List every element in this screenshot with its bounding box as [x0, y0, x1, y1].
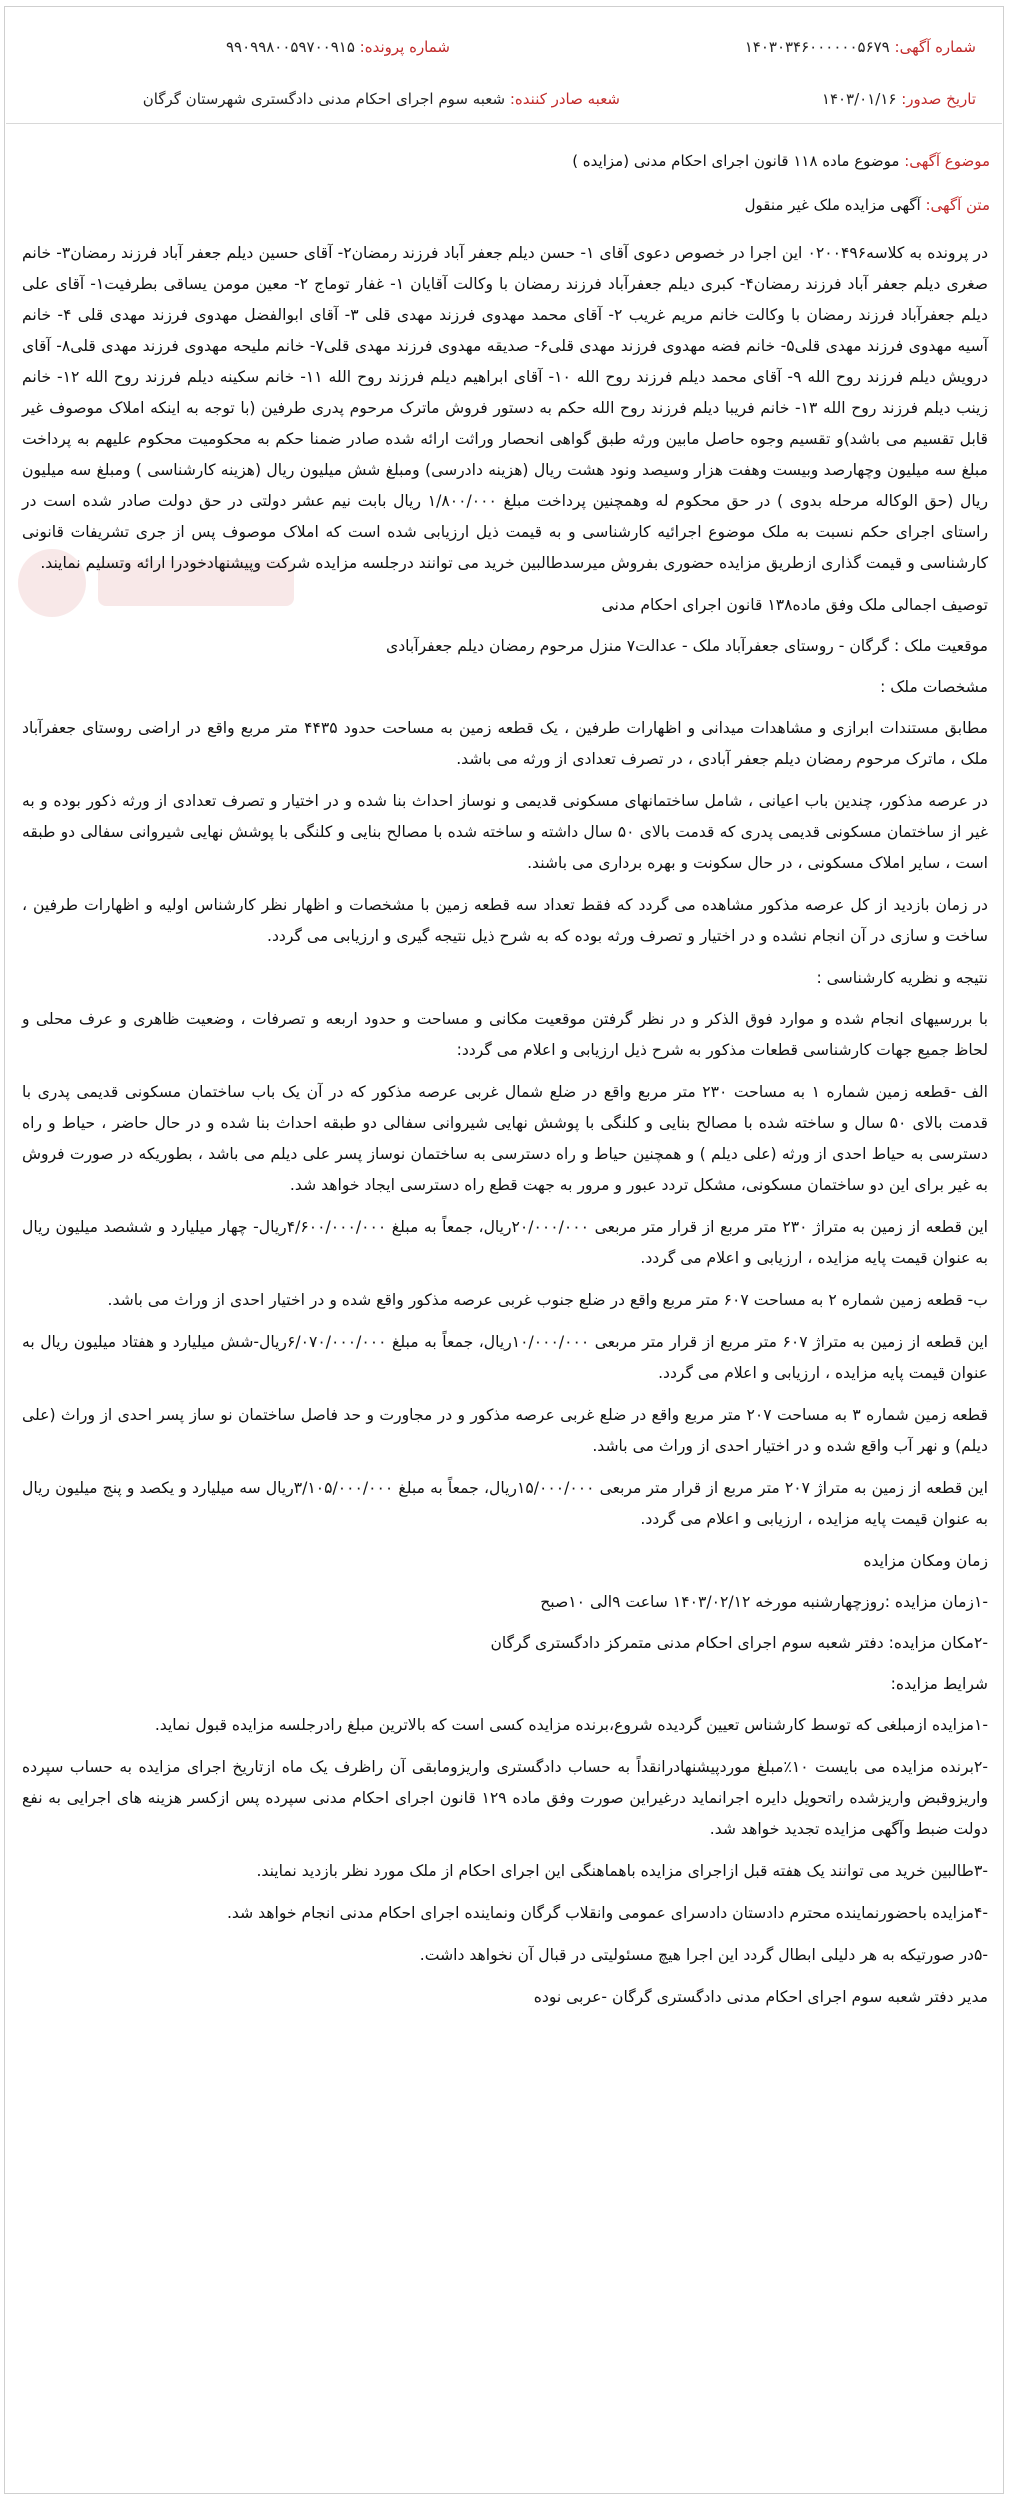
case-number-value: ۹۹۰۹۹۸۰۰۵۹۷۰۰۹۱۵: [225, 38, 355, 56]
issuer-value: شعبه سوم اجرای احکام مدنی دادگستری شهرستان گرگان: [142, 90, 506, 108]
paragraph-plot-1-price: این قطعه از زمین به متراژ ۲۳۰ متر مربع از قرار متر مربعی ۲۰/۰۰۰/۰۰۰ریال، جمعاً به مبلغ ۴/۶۰۰/۰۰۰/۰۰۰ریال- چهار میلیارد و ششصد میلیون ریال به عنوان قیمت پایه مزایده ، ارزیابی و اعلام می گردد.: [22, 1218, 989, 1267]
heading-property-summary: توصیف اجمالی ملک وفق ماده۱۳۸ قانون اجرای احکام مدنی: [601, 596, 988, 614]
paragraph-specs-1: مطابق مستندات ابرازی و مشاهدات میدانی و اظهارات طرفین ، یک قطعه زمین به مساحت حدود ۴۴۳۵ متر مربع واقع در اراضی روستای جعفرآباد ملک ، ماترک مرحوم رمضان دیلم جعفر آبادی ، در تصرف تعدادی از ورثه می باشد.: [22, 719, 988, 768]
issue-date: [822, 90, 976, 108]
ad-title-line: [745, 196, 990, 214]
issuer: [143, 90, 620, 108]
ad-number-label: شماره آگهی:: [894, 38, 976, 56]
ad-text-label: متن آگهی:: [925, 196, 990, 214]
case-number: [226, 38, 450, 56]
auction-time: -۱زمان مزایده :روزچهارشنبه مورخه ۱۴۰۳/۰۲/۱۲ ساعت ۹الی ۱۰صبح: [540, 1593, 988, 1611]
heading-time-place: زمان ومکان مزایده: [863, 1552, 988, 1570]
paragraph-main: در پرونده به کلاسه۰۲۰۰۴۹۶ این اجرا در خصوص دعوی آقای ۱- حسن دیلم جعفر آباد فرزند رمضان۲- آقای حسین دیلم جعفر آباد فرزند رمضان۳- خانم صغری دیلم جعفر آباد فرزند رمضان۴- کبری دیلم جعفرآباد فرزند رمضان با وکالت آقایان ۱- غفار توماج ۲- معین مومن یساقی بطرفیت۱- آقای علی دیلم جعفرآباد فرزند رمضان با وکالت خانم مریم غریب ۲- آقای محمد مهدوی فرزند مهدی قلی ۳- آقای ابوالفضل مهدوی فرزند مهدی قلی ۴- خانم آسیه مهدوی فرزند مهدی قلی۵- خانم فضه مهدوی فرزند مهدی قلی۶- صدیقه مهدوی فرزند مهدی قلی۷- خانم ملیحه مهدوی فرزند مهدی قلی۸- آقای درویش دیلم فرزند روح الله ۹- آقای محمد دیلم فرزند روح الله ۱۰- آقای ابراهیم دیلم فرزند روح الله ۱۱- خانم سکینه دیلم فرزند روح الله ۱۲- خانم زینب دیلم فرزند روح الله ۱۳- خانم فریبا دیلم فرزند روح الله حکم به دستور فروش ماترک مرحوم پدری طرفین (با توجه به اینکه املاک موصوف غیر قابل تقسیم می باشد)و تقسیم وجوه حاصل مابین ورثه طبق گواهی انحصار وراثت ارائه شده صادر ضمنا حکم به محکومیت محکوم علیهم به پرداخت مبلغ سه میلیون وچهارصد وبیست وهفت هزار وسیصد ونود هشت ریال (هزینه دادرسی) ومبلغ شش میلیون ریال (هزینه کارشناسی ) ومبلغ سه میلیون ریال (حق الوکاله مرحله بدوی ) در حق محکوم له وهمچنین پرداخت مبلغ ۱/۸۰۰/۰۰۰ ریال بابت نیم عشر دولتی در حق دولت صادر شده است در راستای اجرای حکم نسبت به ملک موضوع اجرائیه کارشناسی و به قیمت ذیل ارزیابی شده است که املاک موصوف پس از جری تشریفات قانونی کارشناسی و قیمت گذاری ازطریق مزایده حضوری بفروش میرسدطالبین خرید می توانند درجلسه مزایده شرکت وپیشنهادخودرا ارائه وتسلیم نمایند.: [22, 244, 989, 572]
paragraph-specs-2: در عرصه مذکور، چندین باب اعیانی ، شامل ساختمانهای مسکونی قدیمی و نوساز احداث بنا شده و در اختیار و تصرف تعدادی از ورثه ذکور بوده و به غیر از ساختمان مسکونی قدیمی پدری که قدمت بالای ۵۰ سال داشته و ساخته شده با مصالح بنایی و کلنگی با پوشش نهایی شیروانی سفالی دو طبقه است ، سایر املاک مسکونی ، در حال سکونت و بهره برداری می باشند.: [22, 792, 988, 872]
condition-2: -۲برنده مزایده می بایست ۱۰٪مبلغ موردپیشنهادرانقداً به حساب دادگستری واریزومابقی آن راظرف یک ماه ازتاریخ اجرای مزایده به حساب سپرده واریزوقبض واریزشده راتحویل دایره اجرانماید درغیراین صورت وفق ماده ۱۲۹ قانون اجرای احکام مدنی سپرده پس ازکسر هزینه های اجرایی به نفع دولت ضبط وآگهی مزایده تجدید خواهد شد.: [22, 1758, 988, 1838]
heading-conditions: شرایط مزایده:: [890, 1675, 988, 1693]
issuer-label: شعبه صادر کننده:: [509, 90, 620, 108]
paragraph-expert-intro: با بررسیهای انجام شده و موارد فوق الذکر و در نظر گرفتن موقعیت مکانی و مساحت و حدود اربعه و تصرفات ، وضعیت ظاهری و عرف محلی و لحاظ جمیع جهات کارشناسی قطعات مذکور به شرح ذیل ارزیابی و اعلام می گردد:: [22, 1010, 988, 1059]
issue-date-label: تاریخ صدور:: [901, 90, 976, 108]
heading-expert-opinion: نتیجه و نظریه کارشناسی :: [816, 969, 988, 987]
paragraph-plot-2-price: این قطعه از زمین به متراژ ۶۰۷ متر مربع از قرار متر مربعی ۱۰/۰۰۰/۰۰۰ریال، جمعاً به مبلغ ۶/۰۷۰/۰۰۰/۰۰۰ریال-شش میلیارد و هفتاد میلیون ریال به عنوان قیمت پایه مزایده ، ارزیابی و اعلام می گردد.: [22, 1333, 989, 1382]
ad-number: [745, 38, 976, 56]
auction-place: -۲مکان مزایده: دفتر شعبه سوم اجرای احکام مدنی متمرکز دادگستری گرگان: [490, 1634, 988, 1652]
subject-line: [572, 152, 990, 170]
case-number-label: شماره پرونده:: [359, 38, 450, 56]
paragraph-specs-3: در زمان بازدید از کل عرصه مذکور مشاهده می گردد که فقط تعداد سه قطعه زمین با مشخصات و اظهار نظر کارشناس اولیه و اظهارات طرفین ، ساخت و سازی در آن انجام نشده و در اختیار و تصرف ورثه بوده که به شرح ذیل نتیجه گیری و ارزیابی می گردد.: [22, 896, 988, 945]
signature-line: مدیر دفتر شعبه سوم اجرای احکام مدنی دادگستری گرگان -عربی نوده: [533, 1988, 988, 2006]
condition-5: -۵در صورتیکه به هر دلیلی ابطال گردد این اجرا هیچ مسئولیتی در قبال آن نخواهد داشت.: [419, 1946, 988, 1964]
paragraph-plot-1: الف -قطعه زمین شماره ۱ به مساحت ۲۳۰ متر مربع واقع در ضلع شمال غربی عرصه مذکور که در آن یک باب ساختمان مسکونی قدیمی پدری با قدمت بالای ۵۰ سال و ساخته شده با مصالح بنایی و کلنگی با پوشش نهایی شیروانی سفالی دو طبقه احداث بنا شده و در حال حاضر ، حیاط و راه دسترسی به حیاط احدی از ورثه (علی دیلم ) و همچنین حیاط و راه دسترسی به ساختمان نوساز پسر علی دیلم می باشد ، بطوریکه در صورت فروش به غیر برای این دو ساختمان مسکونی، مشکل تردد عبور و مرور به جهت قطع راه دسترسی ایجاد خواهد شد.: [22, 1083, 988, 1194]
ad-text-title: آگهی مزایده ملک غیر منقول: [744, 196, 921, 214]
paragraph-plot-3-price: این قطعه از زمین به متراژ ۲۰۷ متر مربع از قرار متر مربعی ۱۵/۰۰۰/۰۰۰ریال، جمعاً به مبلغ ۳/۱۰۵/۰۰۰/۰۰۰ریال سه میلیارد و یکصد و پنج میلیون ریال به عنوان قیمت پایه مزایده ، ارزیابی و اعلام می گردد.: [22, 1479, 988, 1528]
condition-3: -۳طالبین خرید می توانند یک هفته قبل ازاجرای مزایده باهماهنگی این اجرای احکام از ملک مورد نظر بازدید نمایند.: [256, 1862, 988, 1880]
ad-body: [22, 238, 988, 2024]
header: [6, 8, 1002, 124]
property-location: موقعیت ملک : گرگان - روستای جعفرآباد ملک - عدالت۷ منزل مرحوم رمضان دیلم جعفرآبادی: [386, 637, 988, 655]
heading-property-specs: مشخصات ملک :: [880, 678, 988, 696]
subject-text: موضوع ماده ۱۱۸ قانون اجرای احکام مدنی (مزایده ): [572, 152, 900, 170]
ad-number-value: ۱۴۰۳۰۳۴۶۰۰۰۰۰۰۵۶۷۹: [744, 38, 890, 56]
paragraph-plot-3: قطعه زمین شماره ۳ به مساحت ۲۰۷ متر مربع واقع در ضلع غربی عرصه مذکور و در مجاورت و حد فاصل ساختمان نو ساز پسر احدی از وراث (علی دیلم) و نهر آب واقع شده و در اختیار احدی از وراث می باشد.: [22, 1406, 988, 1455]
condition-1: -۱مزایده ازمبلغی که توسط کارشناس تعیین گردیده شروع،برنده مزایده کسی است که بالاترین مبلغ رادرجلسه مزایده قبول نماید.: [154, 1716, 988, 1734]
paragraph-plot-2: ب- قطعه زمین شماره ۲ به مساحت ۶۰۷ متر مربع واقع در ضلع جنوب غربی عرصه مذکور واقع شده و در اختیار احدی از وراث می باشد.: [107, 1291, 988, 1309]
condition-4: -۴مزایده باحضورنماینده محترم دادستان دادسرای عمومی وانقلاب گرگان ونماینده اجرای احکام مدنی انجام خواهد شد.: [226, 1904, 988, 1922]
subject-label: موضوع آگهی:: [904, 152, 990, 170]
issue-date-value: ۱۴۰۳/۰۱/۱۶: [821, 90, 897, 108]
